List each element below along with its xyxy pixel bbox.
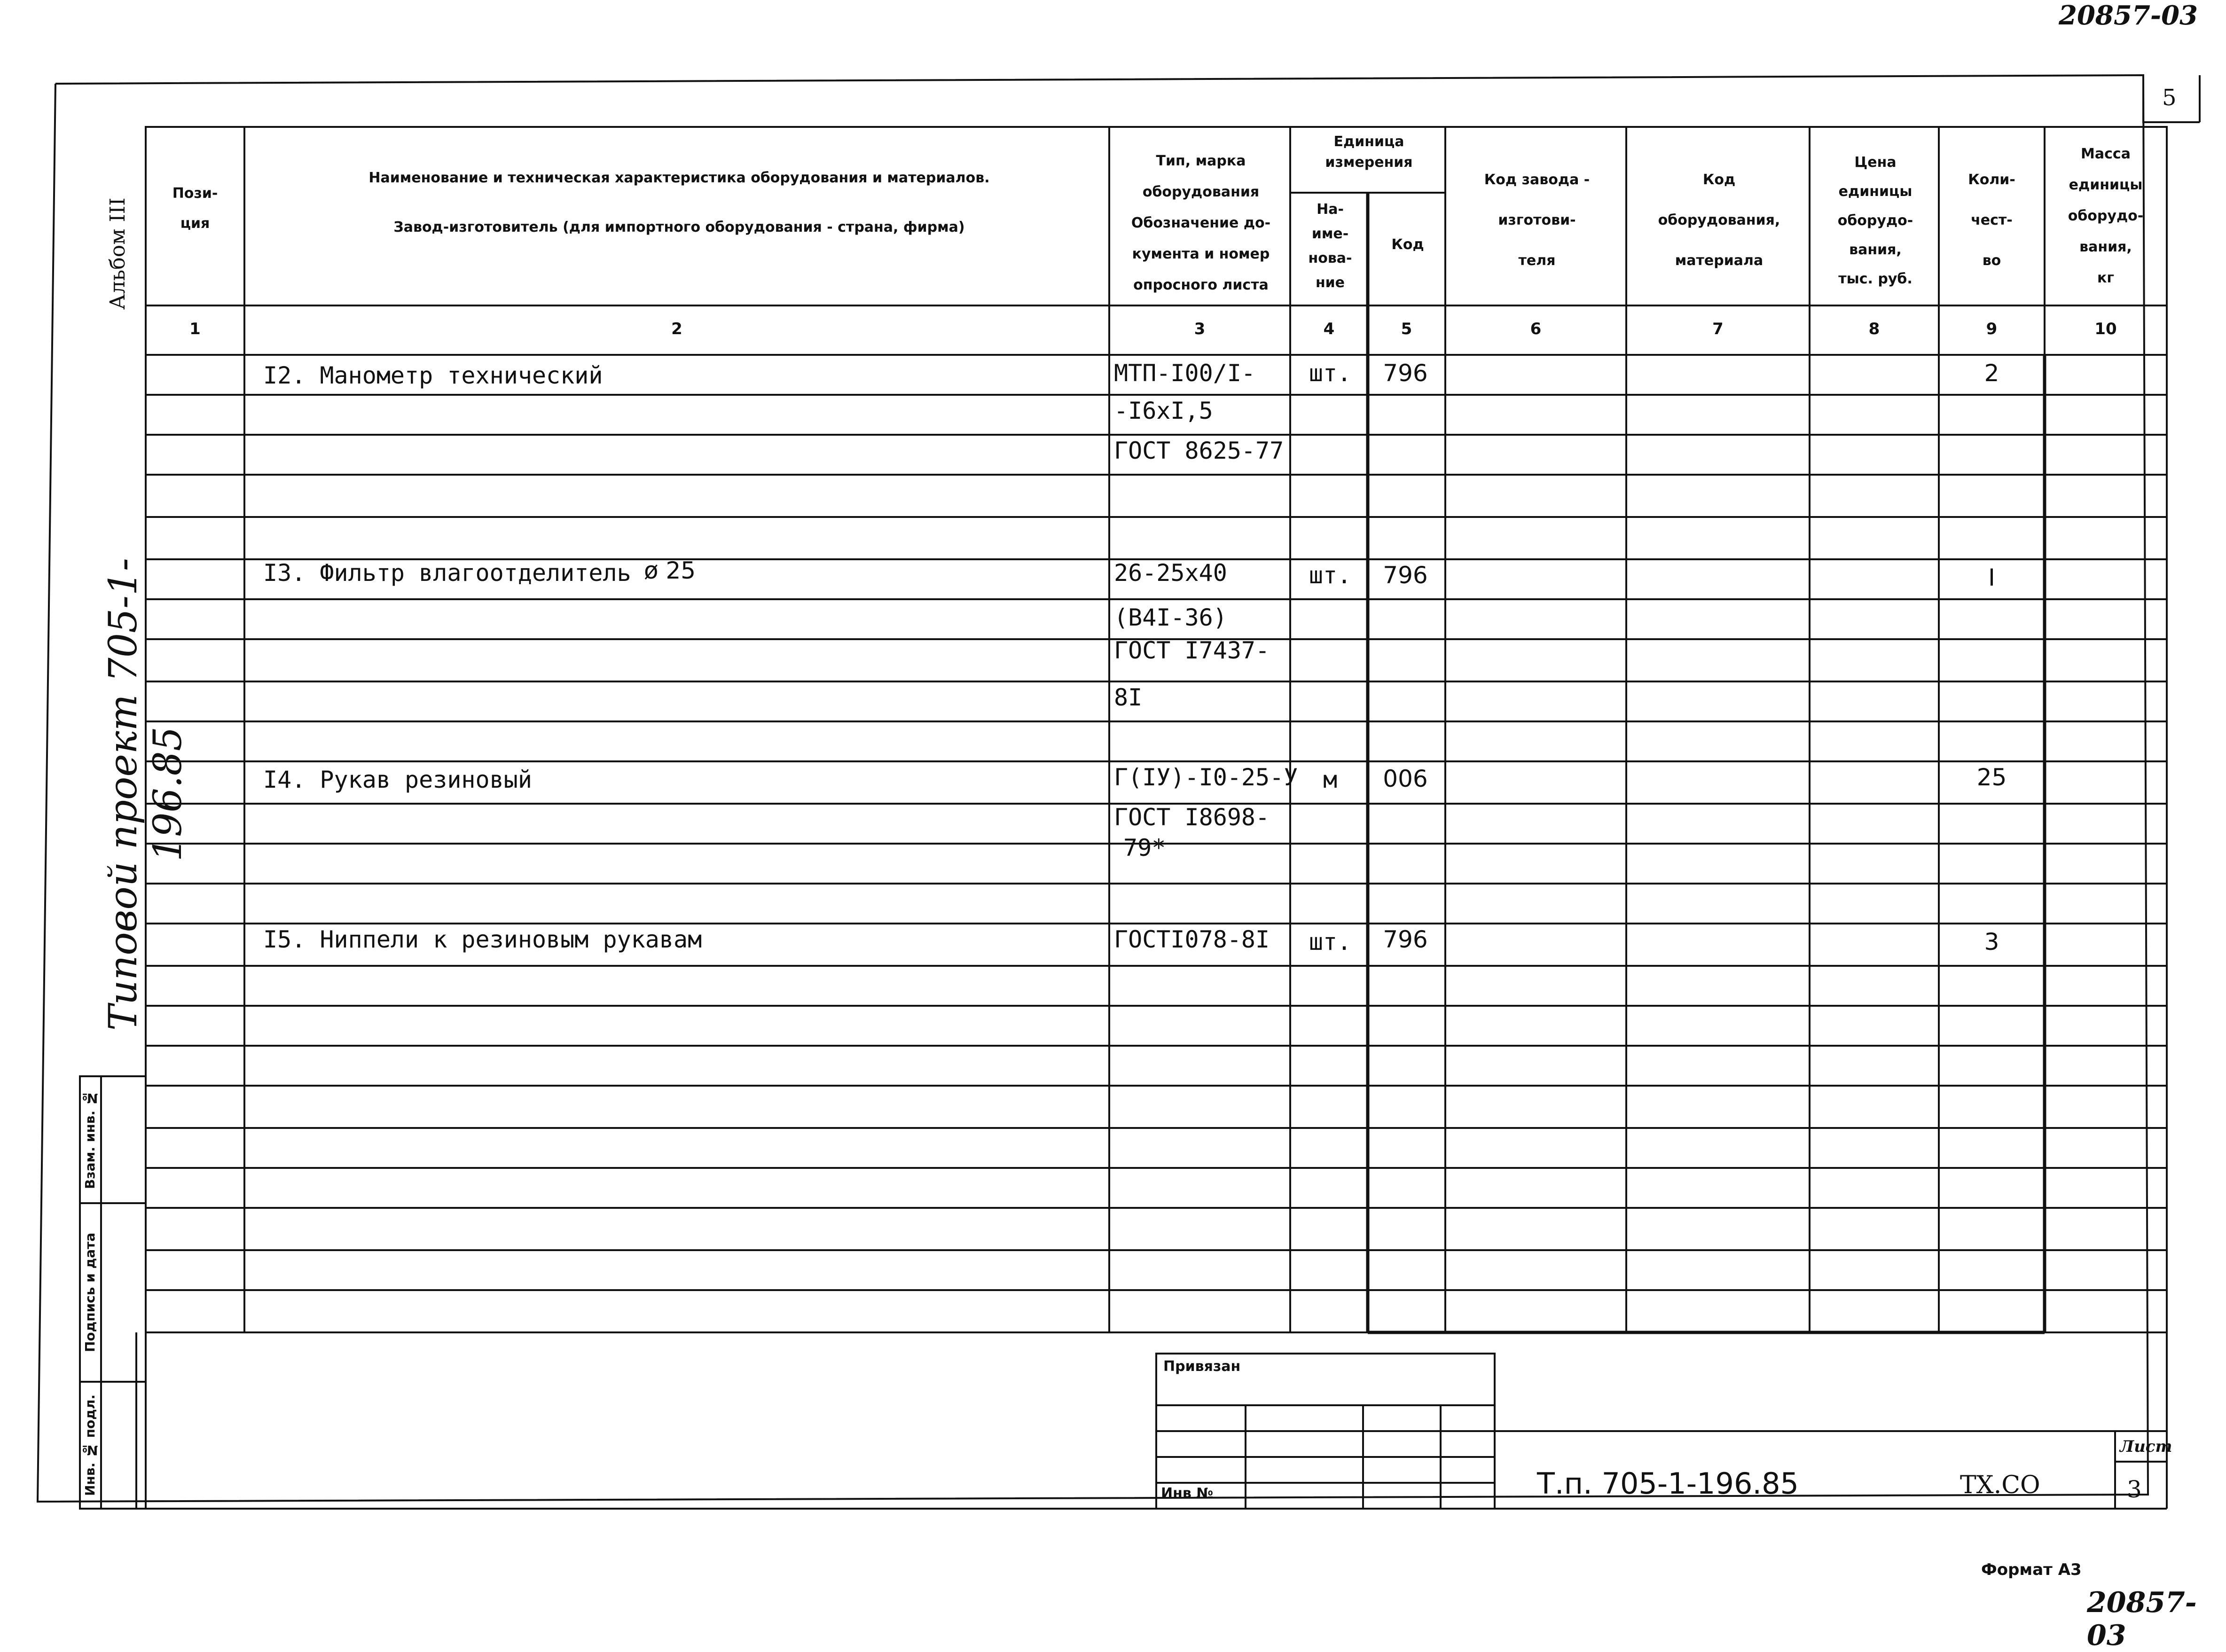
item-unit: шт. bbox=[1309, 562, 1352, 589]
format-label: Формат А3 bbox=[1981, 1560, 2082, 1579]
project-code: Т.п. 705-1-196.85 bbox=[1537, 1466, 1799, 1501]
header-factory-code: Код завода - изготови- теля bbox=[1484, 172, 1590, 269]
item-name: I3. Фильтр влагоотделитель bbox=[263, 559, 631, 587]
col-number: 7 bbox=[1712, 320, 1724, 338]
item-unit: шт. bbox=[1309, 360, 1352, 387]
header-unit-code: Код bbox=[1391, 236, 1424, 253]
header-unit-group: Единица измерения bbox=[1325, 133, 1413, 171]
header-position: Пози- ция bbox=[172, 185, 218, 232]
header-type: Тип, марка оборудования Обозначение до- кумента и номер опросного листа bbox=[1131, 153, 1271, 293]
doc-code: ТХ.СО bbox=[1960, 1471, 2040, 1499]
item-qty: I bbox=[1988, 564, 1995, 591]
item-qty: 25 bbox=[1976, 764, 2007, 791]
col-number: 3 bbox=[1194, 320, 1206, 338]
header-equipment-code: Код оборудования, материала bbox=[1658, 172, 1780, 269]
header-unit-price: Цена единицы оборудо- вания, тыс. руб. bbox=[1837, 154, 1913, 287]
col-number: 8 bbox=[1868, 320, 1880, 338]
item-code: 796 bbox=[1383, 926, 1428, 953]
col-number: 10 bbox=[2094, 320, 2117, 338]
item-unit: м bbox=[1323, 766, 1338, 793]
col-number: 4 bbox=[1323, 320, 1335, 338]
item-name: I5. Ниппели к резиновым рукавам bbox=[263, 926, 702, 953]
item-type-line: 79* bbox=[1123, 834, 1166, 861]
item-type-line: ГОСТ 8625-77 bbox=[1114, 437, 1284, 464]
item-code: 796 bbox=[1383, 562, 1428, 589]
header-name-line1: Наименование и техническая характеристика оборудования и материалов. bbox=[368, 170, 990, 186]
project-vertical-label: Типовой проект 705-1-196.85 bbox=[101, 558, 190, 1031]
item-type-line: ГОСТ I8698- bbox=[1114, 804, 1270, 831]
page-number: 5 bbox=[2162, 85, 2177, 111]
item-type-line: (В4I-36) bbox=[1114, 604, 1227, 631]
item-type-line: ГОСТ I7437- bbox=[1114, 637, 1270, 664]
col-number: 9 bbox=[1986, 320, 1998, 338]
item-type-line: Г(IУ)-I0-25-У bbox=[1114, 764, 1298, 791]
header-quantity: Коли- чест- во bbox=[1968, 172, 2015, 269]
item-unit: шт. bbox=[1309, 928, 1352, 955]
replacement-inv-stamp: Взам. инв. № bbox=[82, 1090, 98, 1189]
original-inv-stamp: Инв. № подл. bbox=[82, 1394, 98, 1496]
bound-label: Привязан bbox=[1163, 1358, 1241, 1375]
sheet-number: 3 bbox=[2127, 1476, 2142, 1503]
item-code: 796 bbox=[1383, 360, 1428, 387]
item-code: 006 bbox=[1383, 765, 1428, 792]
doc-number-top: 20857-03 bbox=[2059, 0, 2198, 31]
item-qty: 2 bbox=[1984, 360, 1999, 387]
item-qty: 3 bbox=[1984, 928, 1999, 955]
header-name-line2: Завод-изготовитель (для импортного оборудования - страна, фирма) bbox=[393, 219, 965, 235]
col-number: 6 bbox=[1530, 320, 1542, 338]
item-type-line: 26-25х40 bbox=[1114, 559, 1227, 587]
signature-date-stamp: Подпись и дата bbox=[82, 1232, 98, 1353]
col-number: 1 bbox=[189, 320, 201, 338]
item-type-line: -I6хI,5 bbox=[1114, 397, 1213, 424]
item-name: I2. Манометр технический bbox=[263, 362, 603, 389]
item-type-line: МТП-I00/I- bbox=[1114, 360, 1256, 387]
col-number: 5 bbox=[1401, 320, 1412, 338]
item-type-line: ГОСТI078-8I bbox=[1114, 926, 1270, 953]
inv-label: Инв № bbox=[1161, 1485, 1214, 1502]
item-name: I4. Рукав резиновый bbox=[263, 766, 532, 793]
header-unit-mass: Масса единицы оборудо- вания, кг bbox=[2068, 146, 2144, 286]
item-type-line: 8I bbox=[1114, 684, 1143, 711]
sheet-label: Лист bbox=[2120, 1437, 2172, 1456]
item-name-suffix: ø 25 bbox=[644, 557, 696, 584]
header-unit-name: На- име- нова- ние bbox=[1308, 201, 1352, 291]
doc-number-bottom: 20857-03 bbox=[2087, 1586, 2197, 1652]
album-label: Альбом III bbox=[106, 197, 130, 310]
col-number: 2 bbox=[671, 320, 682, 338]
